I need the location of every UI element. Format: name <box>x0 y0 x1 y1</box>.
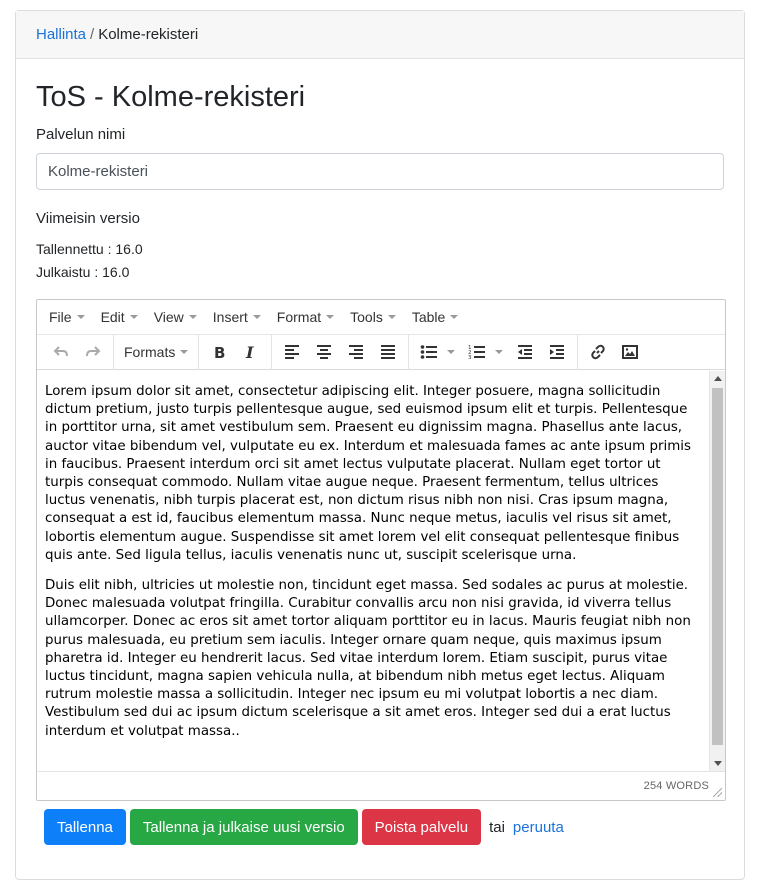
cancel-link[interactable]: peruuta <box>512 818 564 836</box>
menu-insert[interactable] <box>205 309 269 325</box>
caret-down-icon <box>77 315 85 319</box>
menu-edit[interactable] <box>93 309 146 325</box>
editor-scrollbar[interactable] <box>709 371 725 771</box>
bullet-list-icon <box>420 344 438 360</box>
scroll-down-icon[interactable] <box>714 761 722 766</box>
caret-down-icon <box>130 315 138 319</box>
align-right-button[interactable] <box>342 337 370 367</box>
indent-button[interactable] <box>543 337 571 367</box>
menu-tools-label: Tools <box>350 309 383 325</box>
breadcrumb-current: Kolme-rekisteri <box>98 26 199 43</box>
page-title: ToS - Kolme-rekisteri <box>36 81 306 113</box>
align-justify-icon <box>380 344 396 360</box>
menu-insert-label: Insert <box>212 309 248 325</box>
menu-file-label: File <box>49 309 72 325</box>
numbered-list-caret-icon[interactable] <box>495 350 503 354</box>
menu-format[interactable] <box>269 309 342 325</box>
menu-table-label: Table <box>411 309 446 325</box>
italic-icon <box>243 344 259 360</box>
form-actions <box>44 809 564 845</box>
history-group <box>41 335 114 370</box>
content-paragraph: Duis elit nibh, ultricies ut molestie non, tincidunt eget massa. Sed sodales ac purus at molestie. Donec malesuada volutpat fringilla. Curabitur convallis arcu non nisi gravida, id viverra tellus ullamcorper. Donec ac eros sit amet tortor aliquam porttitor eu in lacus. Mauris feugiat nibh non purus malesuada, eu pretium sem iaculis. Integer ornare quam neque, quis maximus ipsum pharetra id. Integer eu hendrerit lacus. Sed vitae interdum lorem. Etiam suscipit, purus vitae luctus tincidunt, magna sapien vehicula nulla, at bibendum nibh metus eget lectus. Aliquam rutrum molestie massa a sollicitudin. Integer nec ipsum eu mi volutpat lobortis a nec diam. Vestibulum sed dui ac ipsum dictum scelerisque a sit amet eros. Integer sed dui a erat luctus interdum et volutpat massa.. <box>45 578 691 739</box>
saved-version: Tallennettu : 16.0 <box>36 241 143 257</box>
formats-dropdown[interactable] <box>118 344 194 360</box>
breadcrumb-home-link[interactable]: Hallinta <box>36 26 87 43</box>
caret-down-icon <box>326 315 334 319</box>
svg-text:3: 3 <box>468 355 472 360</box>
formats-label: Formats <box>124 344 176 360</box>
service-card <box>15 10 745 880</box>
menu-view-label: View <box>153 309 184 325</box>
redo-icon <box>85 344 101 360</box>
numbered-list-icon <box>468 344 486 360</box>
editor-menubar <box>37 300 725 335</box>
resize-handle-icon[interactable] <box>713 788 722 797</box>
indent-icon <box>549 344 565 360</box>
delete-service-button[interactable]: Poista palvelu <box>362 809 481 845</box>
insert-link-button[interactable] <box>584 337 612 367</box>
bullet-list-button[interactable] <box>415 337 443 367</box>
editor-toolbar <box>37 335 725 370</box>
numbered-list-button[interactable] <box>463 337 491 367</box>
rich-text-editor <box>36 299 726 801</box>
outdent-icon <box>517 344 533 360</box>
svg-text:B: B <box>214 344 226 360</box>
breadcrumb-separator: / <box>90 26 95 43</box>
word-count: 254 WORDS <box>643 780 709 792</box>
menu-edit-label: Edit <box>100 309 125 325</box>
align-left-icon <box>284 344 300 360</box>
align-center-button[interactable] <box>310 337 338 367</box>
content-paragraph: Lorem ipsum dolor sit amet, consectetur adipiscing elit. Integer posuere, magna sollicitudin dictum pretium, justo turpis pellentesque augue, sed euismod ipsum elit et turpis. Pellentesque in porttitor urna, sit amet vestibulum sem. Praesent eu dignissim magna. Phasellus ante lacus, auctor vitae bibendum vel, vulputate eu ex. Interdum et malesuada fames ac ante ipsum primis in faucibus. Praesent interdum orci sit amet lectus vulputate placerat. Nullam eget tortor ut turpis consequat commodo. Nullam vitae augue neque. Praesent fermentum, tellus ultrices luctus venenatis, nibh turpis placerat est, non dictum risus nibh non nisi. Cras ipsum magna, consequat a est id, faucibus elementum massa. Nunc neque metus, iaculis vel risus sit amet, lobortis elementum augue. Suspendisse sit amet lorem vel elit consequat pellentesque finibus quis ante. Sed ligula tellus, iaculis venenatis nunc ut, suscipit scelerisque urna. <box>45 384 691 563</box>
align-center-icon <box>316 344 332 360</box>
editor-content[interactable] <box>37 371 709 771</box>
menu-format-label: Format <box>276 309 322 325</box>
breadcrumb <box>16 11 744 59</box>
bold-button[interactable] <box>205 337 233 367</box>
menu-table[interactable] <box>404 309 466 325</box>
service-name-label: Palvelun nimi <box>36 126 126 143</box>
menu-view[interactable] <box>146 309 205 325</box>
save-publish-button[interactable]: Tallenna ja julkaise uusi versio <box>130 809 358 845</box>
caret-down-icon <box>180 350 188 354</box>
align-left-button[interactable] <box>278 337 306 367</box>
align-justify-button[interactable] <box>374 337 402 367</box>
or-text: tai <box>489 818 505 836</box>
caret-down-icon <box>253 315 261 319</box>
editor-statusbar <box>37 771 725 800</box>
image-icon <box>622 344 638 360</box>
align-group <box>272 335 409 370</box>
formats-group <box>114 335 199 370</box>
insert-image-button[interactable] <box>616 337 644 367</box>
bullet-list-caret-icon[interactable] <box>447 350 455 354</box>
outdent-button[interactable] <box>511 337 539 367</box>
style-group <box>199 335 272 370</box>
align-right-icon <box>348 344 364 360</box>
redo-button[interactable] <box>79 337 107 367</box>
italic-button[interactable] <box>237 337 265 367</box>
insert-group <box>578 335 650 370</box>
list-group <box>409 335 578 370</box>
undo-icon <box>53 344 69 360</box>
menu-file[interactable] <box>41 309 93 325</box>
published-version: Julkaistu : 16.0 <box>36 264 130 280</box>
svg-text:I: I <box>246 344 254 360</box>
menu-tools[interactable] <box>342 309 404 325</box>
save-button[interactable]: Tallenna <box>44 809 126 845</box>
caret-down-icon <box>450 315 458 319</box>
svg-text:1: 1 <box>468 345 472 351</box>
link-icon <box>590 344 606 360</box>
service-name-input[interactable] <box>36 153 724 190</box>
bold-icon <box>211 344 227 360</box>
scroll-up-icon[interactable] <box>714 376 722 381</box>
caret-down-icon <box>189 315 197 319</box>
svg-text:2: 2 <box>468 350 472 356</box>
caret-down-icon <box>388 315 396 319</box>
scrollbar-thumb[interactable] <box>712 388 723 745</box>
latest-version-label: Viimeisin versio <box>36 210 140 227</box>
undo-button[interactable] <box>47 337 75 367</box>
